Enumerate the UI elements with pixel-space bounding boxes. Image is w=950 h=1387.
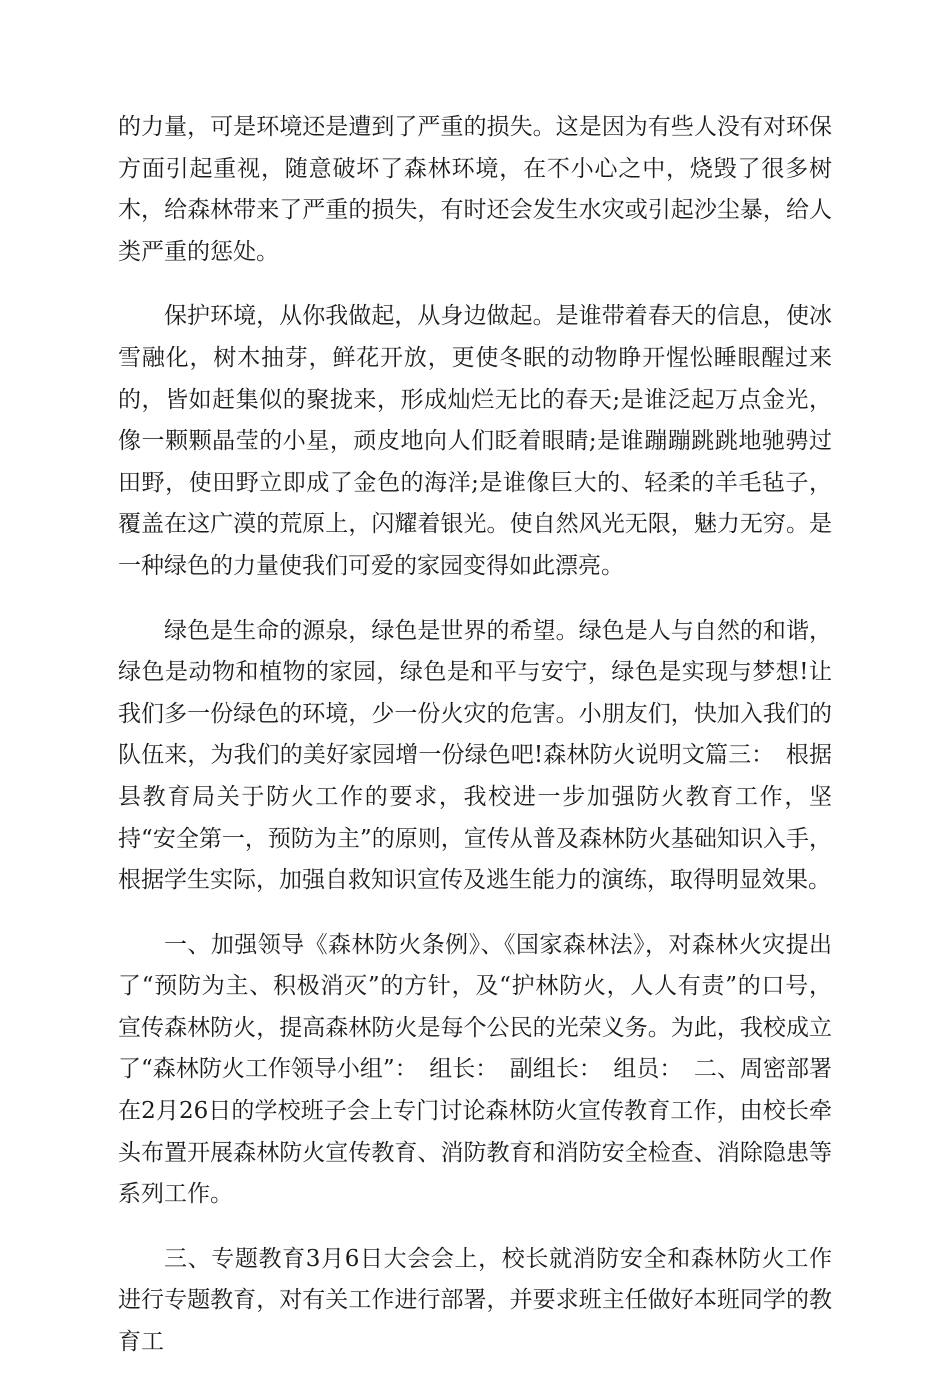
- paragraph-1: 的力量，可是环境还是遭到了严重的损失。这是因为有些人没有对环保方面引起重视，随意破坏了森林环境，在不小心之中，烧毁了很多树木，给森林带来了严重的损失，有时还会发生水灾或引起沙尘暴，给人类严重的惩处。: [118, 114, 832, 265]
- paragraph-5: 三、专题教育3月6日大会会上，校长就消防安全和森林防火工作进行专题教育，对有关工作进行部署，并要求班主任做好本班同学的教育工: [118, 1245, 832, 1356]
- document-body: [118, 107, 832, 1387]
- paragraph-3: 绿色是生命的源泉，绿色是世界的希望。绿色是人与自然的和谐，绿色是动物和植物的家园，绿色是和平与安宁，绿色是实现与梦想!让我们多一份绿色的环境，少一份火灾的危害。小朋友们，快加入我们的队伍来，为我们的美好家园增一份绿色吧!森林防火说明文篇三： 根据县教育局关于防火工作的要求，我校进一步加强防火教育工作，坚持“安全第一，预防为主”的原则，宣传从普及森林防火基础知识入手，根据学生实际，加强自救知识宣传及逃生能力的演练，取得明显效果。: [118, 617, 832, 894]
- paragraph-4: 一、加强领导《森林防火条例》、《国家森林法》，对森林火灾提出了“预防为主、积极消灭”的方针，及“护林防火，人人有责”的口号，宣传森林防火，提高森林防火是每个公民的光荣义务。为此，我校成立了“森林防火工作领导小组”： 组长： 副组长： 组员： 二、周密部署在2月26日的学校班子会上专门讨论森林防火宣传教育工作，由校长牵头布置开展森林防火宣传教育、消防教育和消防安全检查、消除隐患等系列工作。: [118, 931, 832, 1208]
- paragraph-2: 保护环境，从你我做起，从身边做起。是谁带着春天的信息，使冰雪融化，树木抽芽，鲜花开放，更使冬眠的动物睁开惺忪睡眼醒过来的，皆如赶集似的聚拢来，形成灿烂无比的春天;是谁泛起万点金光，像一颗颗晶莹的小星，顽皮地向人们眨着眼睛;是谁蹦蹦跳跳地驰骋过田野，使田野立即成了金色的海洋;是谁像巨大的、轻柔的羊毛毡子，覆盖在这广漠的荒原上，闪耀着银光。使自然风光无限，魅力无穷。是一种绿色的力量使我们可爱的家园变得如此漂亮。: [118, 303, 832, 579]
